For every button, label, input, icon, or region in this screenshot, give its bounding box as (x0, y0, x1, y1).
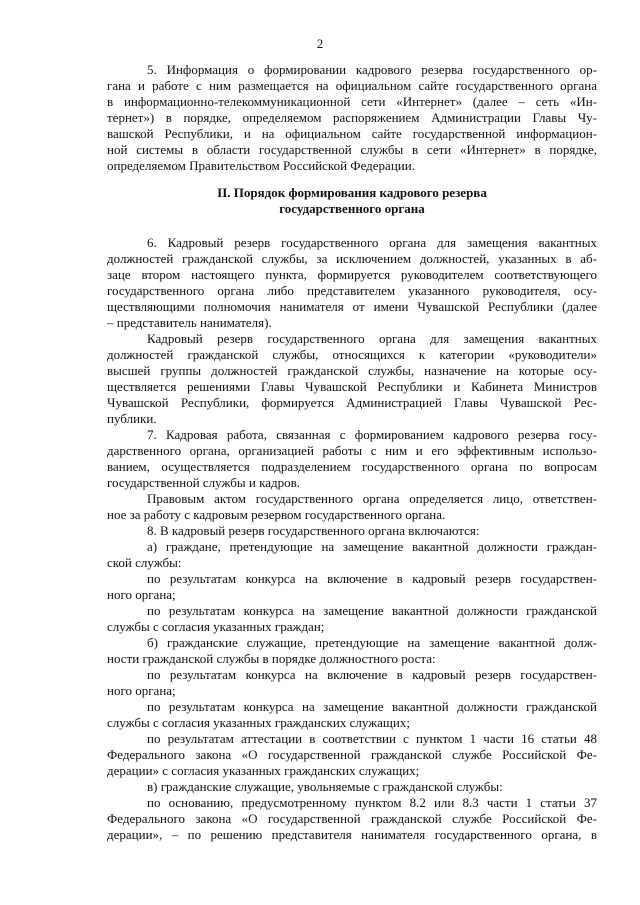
text-line: определяемом Правительством Российской Федерации. (107, 158, 415, 173)
text-line: 6. Кадровый резерв государственного органа для замещения вакантных (147, 235, 597, 250)
text-line: – представитель нанимателя). (107, 315, 272, 330)
text-line: ное за работу с кадровым резервом государственного органа. (107, 507, 446, 522)
text-line: по результатам конкурса на включение в кадровый резерв государствен- (147, 571, 597, 586)
text-line: 5. Информация о формировании кадрового резерва государственного ор- (147, 62, 597, 77)
text-line: по результатам аттестации в соответствии с пунктом 1 части 16 статьи 48 (147, 731, 597, 746)
text-line: а) граждане, претендующие на замещение вакантной должности граждан- (147, 539, 597, 554)
text-line: дерации», – по решению представителя нанимателя государственного органа, в (107, 827, 597, 842)
paragraph-block-1 (107, 62, 597, 174)
text-line: Правовым актом государственного органа определяется лицо, ответствен- (147, 491, 597, 506)
text-line: службы с согласия указанных гражданских служащих; (107, 715, 410, 730)
text-line: в) гражданские служащие, увольняемые с гражданской службы: (147, 779, 503, 794)
text-line: государственного органа либо представителем указанного руководителя, осу- (107, 283, 597, 298)
text-line: ществляющими полномочия нанимателя от имени Чувашской Республики (далее (107, 299, 597, 314)
text-line: по результатам конкурса на включение в кадровый резерв государствен- (147, 667, 597, 682)
section-heading (107, 185, 597, 217)
text-line: Кадровый резерв государственного органа для замещения вакантных (147, 331, 597, 346)
text-line: 7. Кадровая работа, связанная с формированием кадрового резерва госу- (147, 427, 597, 442)
text-line: государственной службы и кадров. (107, 475, 300, 490)
text-line: ного органа; (107, 587, 176, 602)
section-heading-line: II. Порядок формирования кадрового резерва (217, 185, 487, 200)
text-line: ществляется решениями Главы Чувашской Республики и Кабинета Министров (107, 379, 597, 394)
text-line: ской службы: (107, 555, 182, 570)
text-line: ного органа; (107, 683, 176, 698)
paragraph-block-2 (107, 235, 597, 843)
text-line: должностей гражданской службы, за исключением должностей, указанных в аб- (107, 251, 597, 266)
text-line: дарственного органа, организацией работы с ним и его эффективным использо- (107, 443, 597, 458)
text-line: в информационно-телекоммуникационной сети «Интернет» (далее – сеть «Ин- (107, 94, 597, 109)
text-line: Федерального закона «О государственной гражданской службе Российской Фе- (107, 811, 597, 826)
text-line: ности гражданской службы в порядке должностного роста: (107, 651, 436, 666)
text-line: гана и работе с ним размещается на официальном сайте государственного органа (107, 78, 597, 93)
text-line: ванием, осуществляется подразделением государственного органа по вопросам (107, 459, 597, 474)
text-line: заце втором настоящего пункта, формируется руководителем соответствующего (107, 267, 597, 282)
text-line: должностей гражданской службы, относящихся к категории «руководители» (107, 347, 597, 362)
text-line: высшей группы должностей гражданской службы, назначение на которые осу- (107, 363, 597, 378)
text-line: по основанию, предусмотренному пунктом 8.2 или 8.3 части 1 статьи 37 (147, 795, 597, 810)
page-number: 2 (316, 36, 324, 51)
text-line: дерации» с согласия указанных гражданских служащих; (107, 763, 420, 778)
text-line: Чувашской Республики, формируется Администрацией Главы Чувашской Рес- (107, 395, 597, 410)
text-line: 8. В кадровый резерв государственного органа включаются: (147, 523, 480, 538)
text-line: службы с согласия указанных граждан; (107, 619, 325, 634)
text-line: ной системы в области государственной службы в сети «Интернет» в порядке, (107, 142, 597, 157)
text-line: Федерального закона «О государственной гражданской службе Российской Фе- (107, 747, 597, 762)
text-line: публики. (107, 411, 157, 426)
text-line: тернет») в порядке, определяемом распоряжением Администрации Главы Чу- (107, 110, 597, 125)
text-line: по результатам конкурса на замещение вакантной должности гражданской (147, 699, 597, 714)
section-heading-line: государственного органа (279, 201, 425, 216)
text-line: б) гражданские служащие, претендующие на замещение вакантной долж- (147, 635, 597, 650)
text-line: вашской Республики, и на официальном сайте государственной информацион- (107, 126, 597, 141)
text-line: по результатам конкурса на замещение вакантной должности гражданской (147, 603, 597, 618)
